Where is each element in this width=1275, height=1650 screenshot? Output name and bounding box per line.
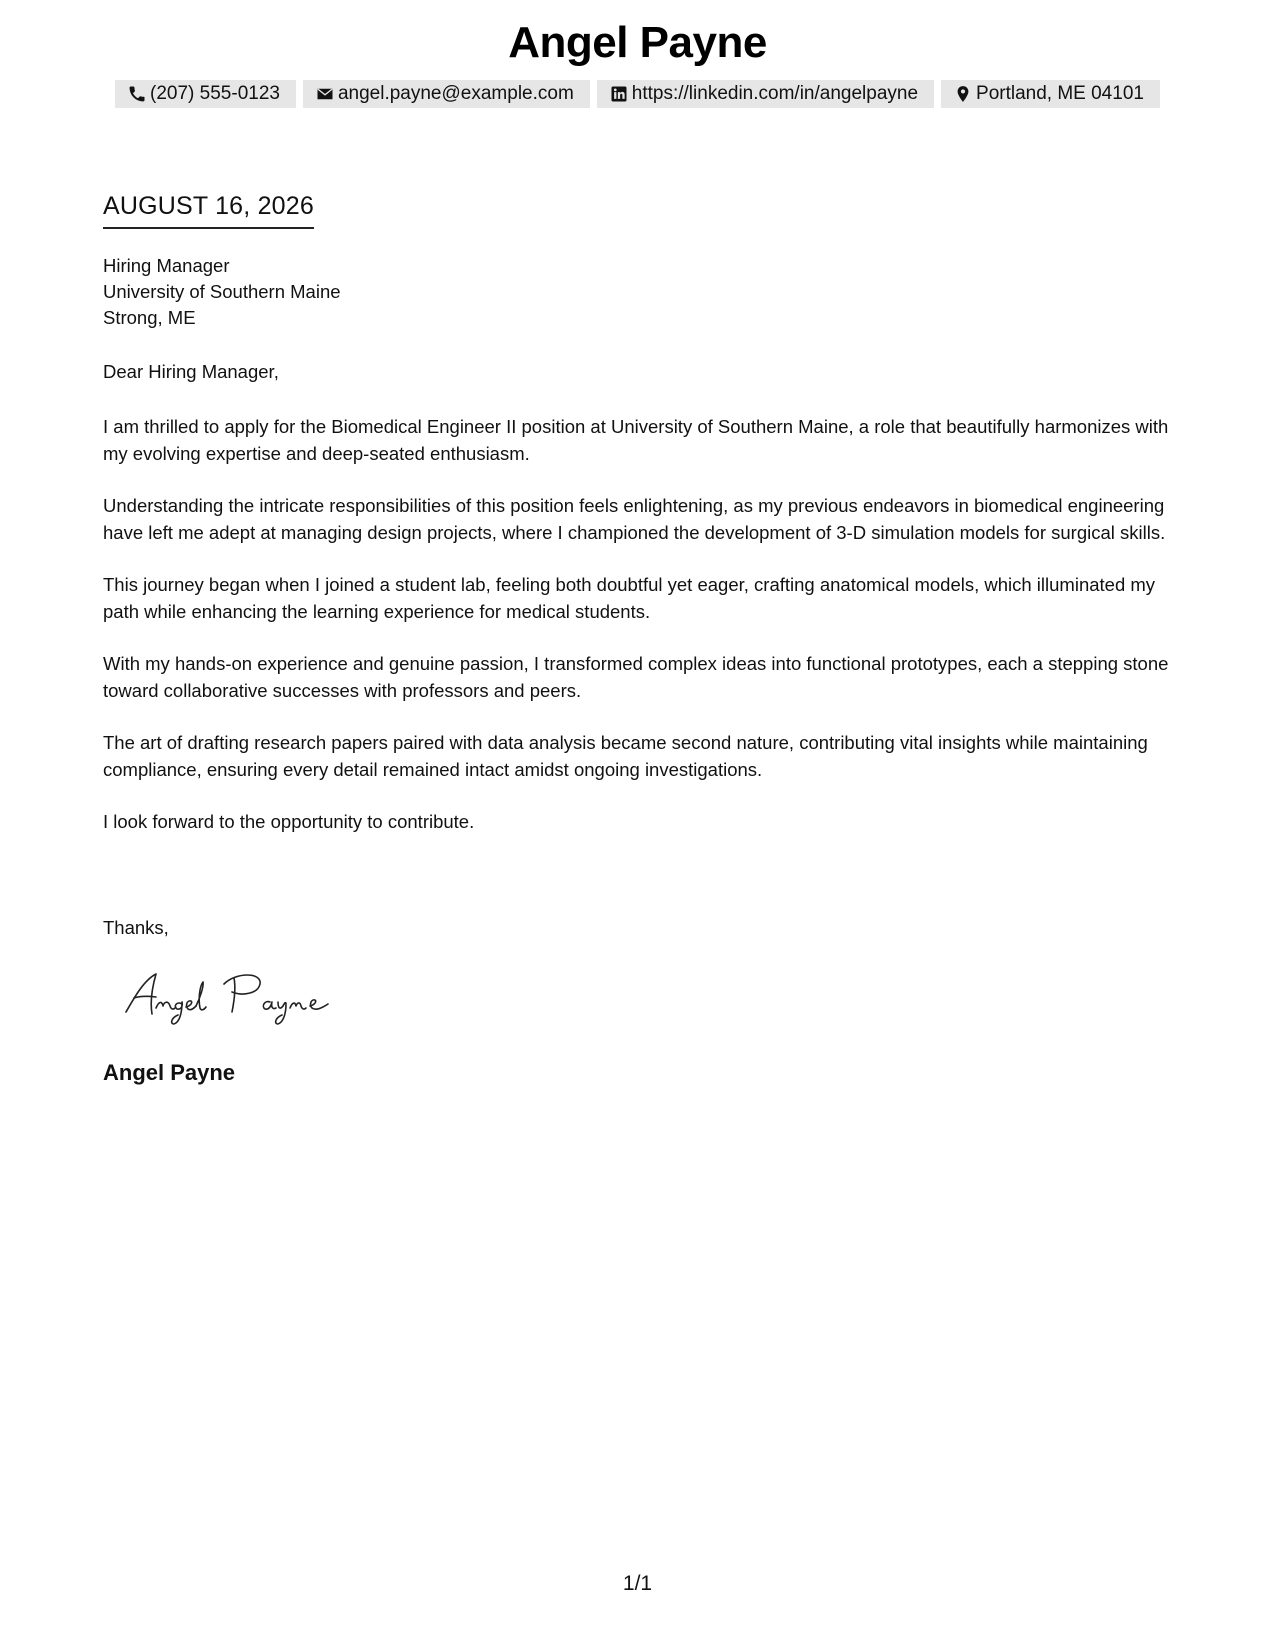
signer-name: Angel Payne: [103, 1060, 236, 1085]
salutation: Dear Hiring Manager,: [103, 361, 279, 382]
recipient-location: Strong, ME: [103, 307, 196, 328]
contact-email: [303, 80, 590, 108]
body-paragraph: I look forward to the opportunity to contribute.: [103, 811, 475, 832]
recipient-block: [103, 253, 341, 331]
applicant-name-heading: Angel Payne: [508, 18, 767, 67]
body-paragraph: Understanding the intricate responsibilities of this position feels enlightening, as my previous endeavors in biomedical engineering have left me adept at managing design projects, where I championed the development of 3-D simulation models for surgical skills.: [103, 495, 1166, 543]
location-text: Portland, ME 04101: [976, 83, 1144, 104]
letter-body: [103, 414, 1183, 862]
contact-linkedin: [597, 80, 934, 108]
body-paragraph: The art of drafting research papers paired with data analysis became second nature, contributing vital insights while maintaining compliance, ensuring every detail remained intact amidst ongoing investigations.: [103, 732, 1148, 780]
body-paragraph: I am thrilled to apply for the Biomedical Engineer II position at University of Southern Maine, a role that beautifully harmonizes with my evolving expertise and deep-seated enthusiasm.: [103, 416, 1169, 464]
envelope-icon: [316, 85, 334, 103]
map-pin-icon: [954, 85, 972, 103]
phone-icon: [128, 85, 146, 103]
linkedin-icon: [610, 85, 628, 103]
body-paragraph: With my hands-on experience and genuine passion, I transformed complex ideas into functional prototypes, each a stepping stone toward collaborative successes with professors and peers.: [103, 653, 1169, 701]
body-paragraph: This journey began when I joined a student lab, feeling both doubtful yet eager, crafting anatomical models, which illuminated my path while enhancing the learning experience for medical students.: [103, 574, 1156, 622]
recipient-organization: University of Southern Maine: [103, 281, 341, 302]
email-address: angel.payne@example.com: [337, 83, 574, 104]
contact-location: [941, 80, 1160, 108]
handwritten-signature: [120, 968, 350, 1028]
letter-date: AUGUST 16, 2026: [103, 192, 314, 229]
page-number: 1/1: [622, 1572, 653, 1595]
contact-info-row: [0, 80, 1275, 108]
phone-number: (207) 555-0123: [150, 83, 280, 104]
recipient-title: Hiring Manager: [103, 255, 230, 276]
contact-phone: [115, 80, 296, 108]
closing-phrase: Thanks,: [103, 917, 169, 938]
linkedin-url: https://linkedin.com/in/angelpayne: [631, 83, 919, 104]
